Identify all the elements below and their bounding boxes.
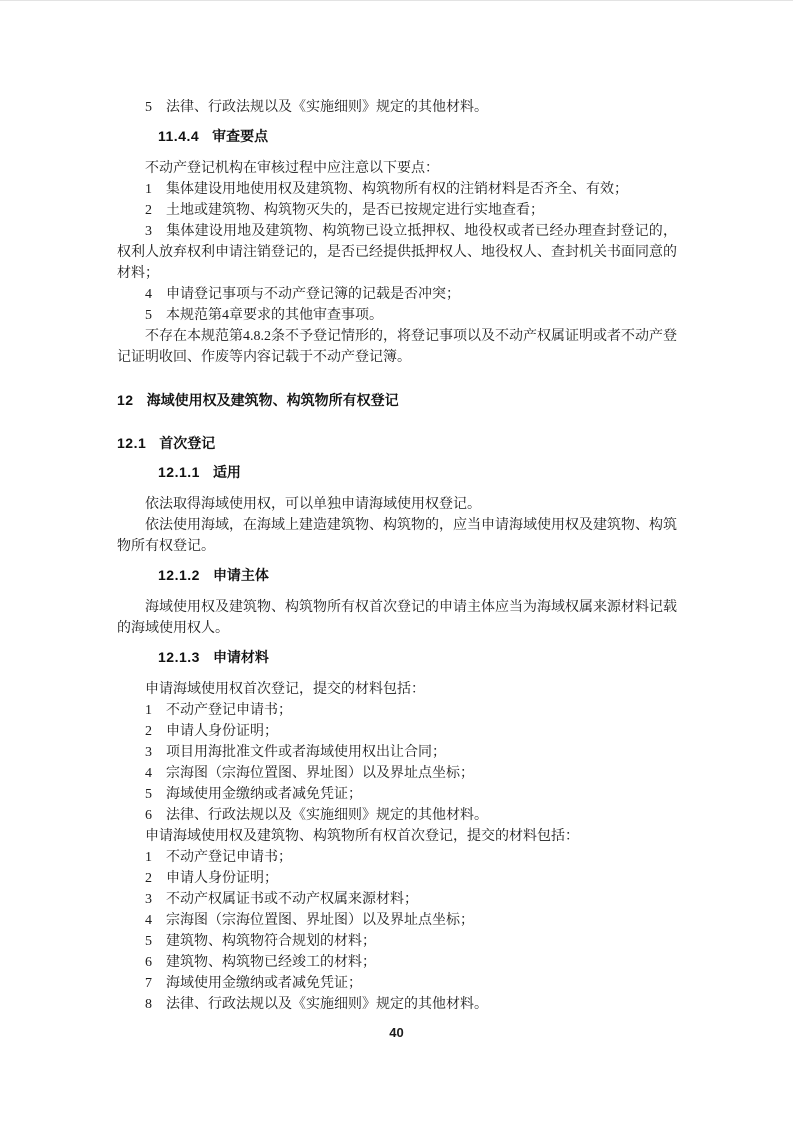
list-item xyxy=(117,179,677,200)
list-item-number: 6 xyxy=(145,955,152,970)
list-item-text: 法律、行政法规以及《实施细则》规定的其他材料。 xyxy=(166,808,488,823)
heading-title: 申请材料 xyxy=(212,649,269,665)
list-item xyxy=(117,221,677,284)
list-item-text: 海域使用金缴纳或者减免凭证； xyxy=(166,976,362,991)
list-item xyxy=(117,973,677,994)
list-item-number: 7 xyxy=(145,976,152,991)
clause-heading xyxy=(117,647,677,668)
list-item-number: 1 xyxy=(145,182,152,197)
list-item-number: 5 xyxy=(145,308,152,323)
clause-heading xyxy=(117,565,677,586)
list-item-text: 法律、行政法规以及《实施细则》规定的其他材料。 xyxy=(166,100,488,115)
list-item-text: 集体建设用地及建筑物、构筑物已设立抵押权、地役权或者已经办理查封登记的，权利人放弃权利申请注销登记的，是否已经提供抵押权人、地役权人、查封机关书面同意的材料； xyxy=(117,224,677,281)
list-item xyxy=(117,784,677,805)
chapter-heading xyxy=(117,390,677,411)
list-item-text: 海域使用金缴纳或者减免凭证； xyxy=(166,787,362,802)
heading-number: 12 xyxy=(117,392,134,408)
heading-number: 11.4.4 xyxy=(158,128,200,144)
paragraph: 申请海域使用权首次登记，提交的材料包括： xyxy=(145,682,425,697)
list-item-number: 1 xyxy=(145,850,152,865)
list-item-text: 本规范第4章要求的其他审查事项。 xyxy=(166,308,383,323)
paragraph: 依法取得海域使用权，可以单独申请海域使用权登记。 xyxy=(145,497,481,512)
list-item-text: 宗海图（宗海位置图、界址图）以及界址点坐标； xyxy=(166,766,474,781)
list-item-text: 不动产权属证书或不动产权属来源材料； xyxy=(166,892,418,907)
list-item-number: 2 xyxy=(145,203,152,218)
heading-title: 申请主体 xyxy=(212,567,269,583)
list-item xyxy=(117,742,677,763)
document-content xyxy=(117,97,677,1015)
list-item-text: 项目用海批准文件或者海域使用权出让合同； xyxy=(166,745,446,760)
list-item-number: 4 xyxy=(145,766,152,781)
list-item-text: 申请登记事项与不动产登记簿的记载是否冲突； xyxy=(166,287,460,302)
heading-title: 审查要点 xyxy=(212,128,269,144)
list-item-number: 3 xyxy=(145,224,152,239)
list-item xyxy=(117,721,677,742)
list-item xyxy=(117,805,677,826)
list-item-text: 法律、行政法规以及《实施细则》规定的其他材料。 xyxy=(166,997,488,1012)
list-item xyxy=(117,847,677,868)
list-item xyxy=(117,994,677,1015)
list-item xyxy=(117,931,677,952)
list-item-text: 申请人身份证明； xyxy=(166,724,278,739)
list-item-text: 建筑物、构筑物已经竣工的材料； xyxy=(166,955,376,970)
list-item xyxy=(117,700,677,721)
list-item-text: 集体建设用地使用权及建筑物、构筑物所有权的注销材料是否齐全、有效； xyxy=(166,182,628,197)
heading-number: 12.1.1 xyxy=(158,464,200,480)
list-item-number: 5 xyxy=(145,787,152,802)
list-item-number: 4 xyxy=(145,913,152,928)
section-heading xyxy=(117,433,677,454)
list-item xyxy=(117,952,677,973)
clause-heading xyxy=(117,462,677,483)
list-item-text: 不动产登记申请书； xyxy=(166,703,292,718)
list-item-number: 2 xyxy=(145,871,152,886)
list-item-number: 4 xyxy=(145,287,152,302)
heading-title: 海域使用权及建筑物、构筑物所有权登记 xyxy=(146,392,399,408)
heading-title: 首次登记 xyxy=(159,435,216,451)
page-number: 40 xyxy=(389,1025,404,1040)
list-item xyxy=(117,200,677,221)
list-item-number: 1 xyxy=(145,703,152,718)
list-item-number: 3 xyxy=(145,892,152,907)
list-item-text: 土地或建筑物、构筑物灭失的，是否已按规定进行实地查看； xyxy=(166,203,544,218)
list-item xyxy=(117,763,677,784)
paragraph: 依法使用海域，在海域上建造建筑物、构筑物的，应当申请海域使用权及建筑物、构筑物所有权登记。 xyxy=(117,518,677,554)
list-item xyxy=(117,910,677,931)
heading-number: 12.1.2 xyxy=(158,567,200,583)
paragraph: 不动产登记机构在审核过程中应注意以下要点： xyxy=(145,161,439,176)
heading-number: 12.1 xyxy=(117,435,147,451)
heading-title: 适用 xyxy=(212,464,241,480)
list-item-number: 2 xyxy=(145,724,152,739)
paragraph: 海域使用权及建筑物、构筑物所有权首次登记的申请主体应当为海域权属来源材料记载的海域使用权人。 xyxy=(117,600,677,636)
list-item xyxy=(117,868,677,889)
list-item-number: 6 xyxy=(145,808,152,823)
list-item-text: 建筑物、构筑物符合规划的材料； xyxy=(166,934,376,949)
list-item-text: 宗海图（宗海位置图、界址图）以及界址点坐标； xyxy=(166,913,474,928)
paragraph: 不存在本规范第4.8.2条不予登记情形的，将登记事项以及不动产权属证明或者不动产登记证明收回、作废等内容记载于不动产登记簿。 xyxy=(117,329,677,365)
list-item-number: 3 xyxy=(145,745,152,760)
list-item-number: 5 xyxy=(145,100,152,115)
heading-number: 12.1.3 xyxy=(158,649,200,665)
list-item xyxy=(117,305,677,326)
list-item-number: 5 xyxy=(145,934,152,949)
list-item-text: 申请人身份证明； xyxy=(166,871,278,886)
list-item xyxy=(117,889,677,910)
list-item-number: 8 xyxy=(145,997,152,1012)
list-item xyxy=(117,284,677,305)
paragraph: 申请海域使用权及建筑物、构筑物所有权首次登记，提交的材料包括： xyxy=(145,829,579,844)
list-item-text: 不动产登记申请书； xyxy=(166,850,292,865)
clause-heading xyxy=(117,126,677,147)
list-item xyxy=(117,97,677,118)
